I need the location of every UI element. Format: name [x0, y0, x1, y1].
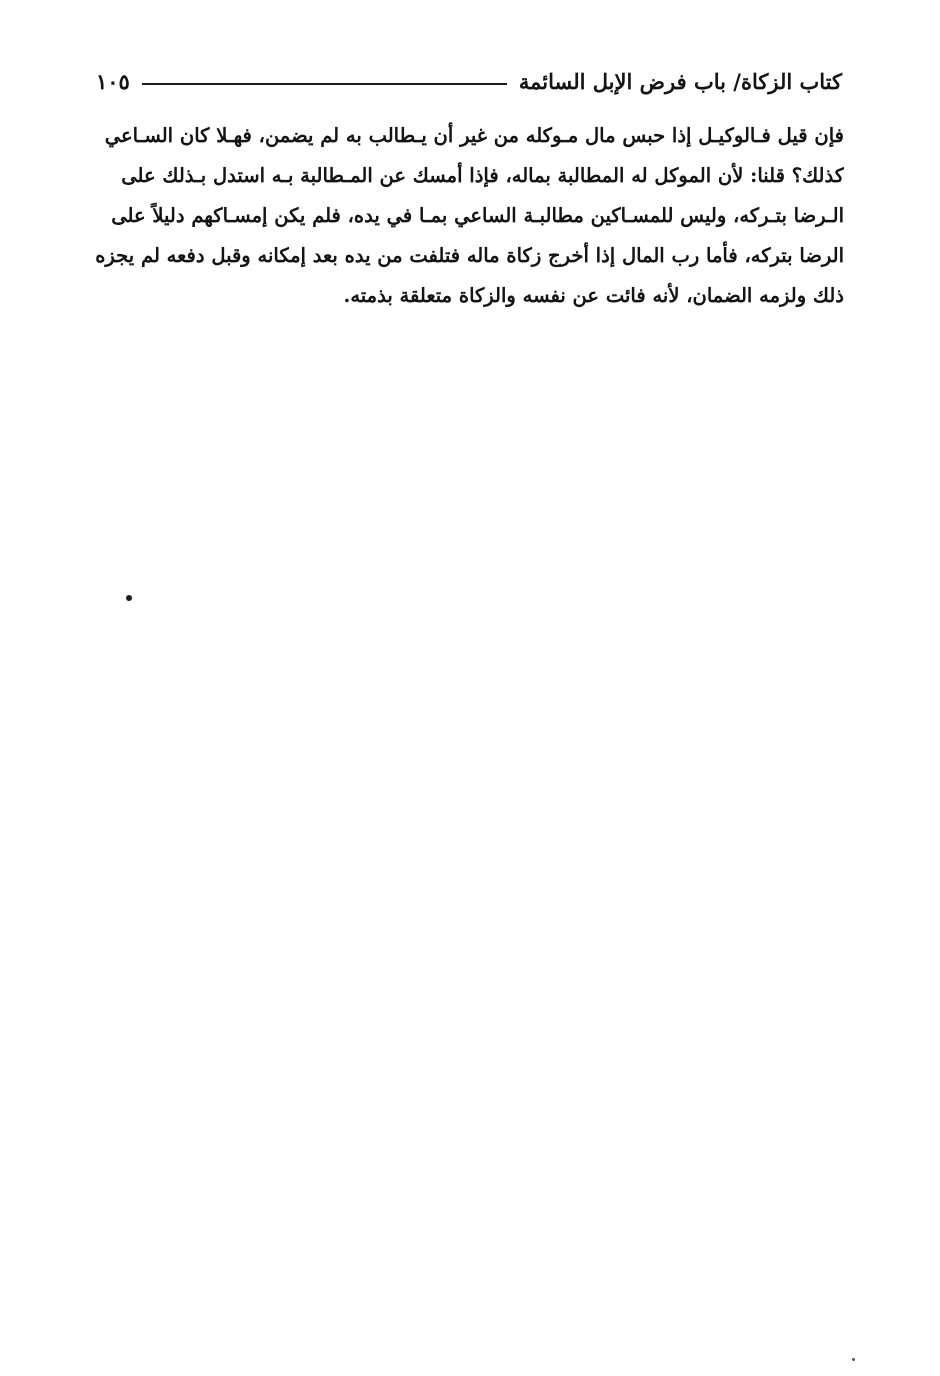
body-line: الـرضا بتـركه، وليس للمسـاكين مطالبـة الساعي بمـا في يده، فلم يكن إمسـاكهم دليلاً على	[111, 204, 844, 227]
body-line: الرضا بتركه، فأما رب المال إذا أخرج زكاة ماله فتلفت من يده بعد إمكانه وقبل دفعه لم يجزه	[95, 244, 844, 267]
body-paragraph	[92, 116, 844, 316]
chapter-title: كتاب الزكاة/ باب فرض الإبل السائمة	[518, 69, 842, 94]
body-line: كذلك؟ قلنا: لأن الموكل له المطالبة بماله، فإذا أمسك عن المـطالبة بـه استدل بـذلك على	[121, 164, 844, 187]
body-line: فإن قيل فـالوكيـل إذا حبس مال مـوكله من غير أن يـطالب به لم يضمن، فهـلا كان السـاعي	[104, 124, 844, 147]
header-rule	[142, 83, 507, 85]
scan-speck	[852, 1358, 855, 1361]
running-header	[96, 62, 842, 102]
body-line: ذلك ولزمه الضمان، لأنه فائت عن نفسه والزكاة متعلقة بذمته.	[343, 284, 844, 307]
scan-speck	[126, 595, 132, 601]
page-number: ١٠٥	[96, 69, 130, 94]
